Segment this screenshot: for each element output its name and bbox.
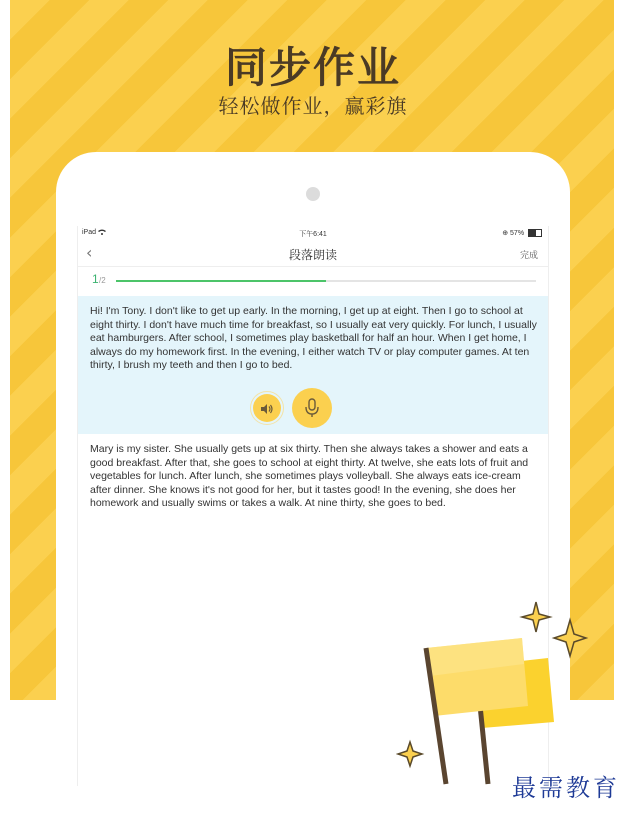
play-audio-button[interactable]: [253, 394, 281, 422]
sparkle-icon: [522, 602, 550, 632]
paragraph-text: Mary is my sister. She usually gets up at six thirty. Then she always takes a shower and eats a good breakfast. After that, she goes to school at eight thirty. At twelve, she eats lots of fruit and vegetables for lunch. After lunch, she sometimes plays volleyball. She always eats ice-cream after dinner. She knows it's not good for her, but it tastes good! In the evening, she does her homework and usually swims or takes a walk. At nine thirty, she goes to bed.: [90, 443, 529, 509]
paragraph-card[interactable]: [78, 434, 548, 554]
sparkle-icon: [554, 620, 586, 656]
promo-subtitle: 轻松做作业，赢彩旗: [218, 94, 408, 118]
battery-icon: [528, 229, 542, 237]
paragraph-text: Hi! I'm Tony. I don't like to get up early. In the morning, I get up at eight. Then I go to school at eight thirty. I don't have much time for breakfast, so I usually eat very quickly. For lunch, I usually eat hamburgers. After school, I sometimes play basketball for half an hour. When I get home, I always do my homework first. In the evening, I either watch TV or play computer games. At ten thirty, I brush my teeth and then I go to bed.: [90, 305, 537, 371]
status-battery: ⊕ 57%: [502, 229, 542, 237]
page-title: 段落朗读: [288, 248, 337, 262]
status-device: iPad: [82, 229, 106, 236]
record-button[interactable]: [292, 388, 332, 428]
lock-rotation-icon: ⊕: [502, 230, 509, 237]
paragraph-card-active[interactable]: [78, 296, 548, 434]
back-chevron-icon[interactable]: ‹: [86, 243, 93, 262]
status-time: 下午6:41: [299, 231, 327, 238]
progress-indicator: [78, 270, 548, 292]
progress-total: /2: [99, 276, 106, 285]
progress-current: 1: [92, 272, 99, 286]
promo-title: 同步作业: [224, 43, 401, 92]
status-bar: [78, 226, 548, 240]
microphone-icon: [292, 388, 332, 428]
watermark-text: 最需教育: [512, 774, 620, 802]
speaker-icon: [260, 403, 274, 415]
sparkle-icon: [398, 742, 422, 766]
navigation-bar: [78, 240, 548, 267]
done-button[interactable]: 完成: [519, 251, 538, 261]
reading-controls: [78, 388, 548, 428]
camera-dot: [306, 187, 320, 201]
progress-track: [116, 280, 536, 282]
progress-fill: [116, 280, 326, 282]
